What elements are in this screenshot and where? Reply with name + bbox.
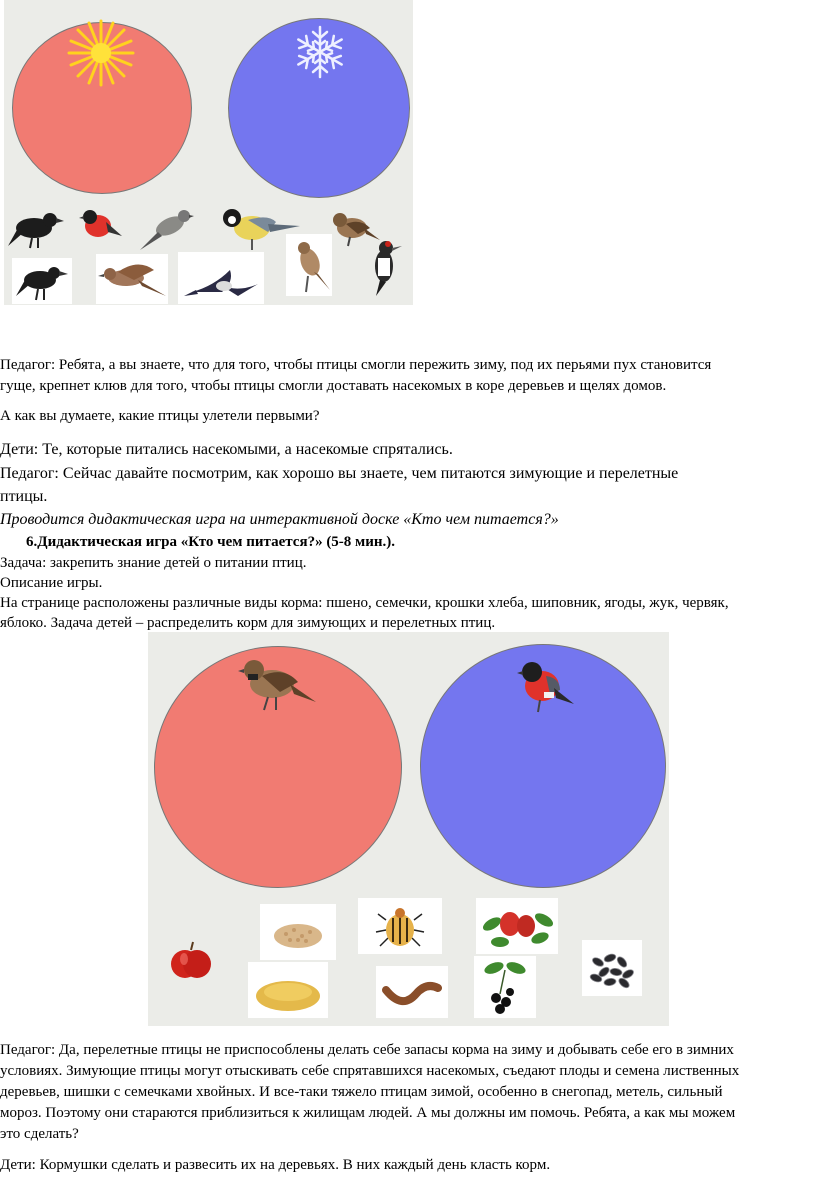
paragraph-1-line-2: гуще, крепнет клюв для того, чтобы птицы смогли доставать насекомых в коре деревьев и щелях домов.	[0, 378, 667, 394]
section-heading-6: 6.Дидактическая игра «Кто чем питается?» (5-8 мин.).	[26, 534, 396, 550]
paragraph-4-line-1: Педагог: Сейчас давайте посмотрим, как хорошо вы знаете, чем питаются зимующие и перелетные	[0, 465, 679, 482]
bullfinch-icon[interactable]	[516, 658, 574, 714]
game-board-food	[148, 632, 669, 1026]
paragraph-8: Описание игры.	[0, 575, 103, 591]
crow-icon	[16, 262, 68, 302]
paragraph-10-line-4: мороз. Поэтому они стараются приблизиться к жилищам людей. А мы должны им помочь. Ребята, а как мы можем	[0, 1105, 736, 1121]
paragraph-7: Задача: закрепить знание детей о питании птиц.	[0, 555, 307, 571]
paragraph-5-italic: Проводится дидактическая игра на интерактивной доске «Кто чем питается?»	[0, 511, 559, 528]
food-card-rosehip[interactable]	[476, 898, 558, 954]
game-board-birds	[4, 0, 413, 305]
food-card-beetle[interactable]	[358, 898, 442, 954]
woodpecker-icon[interactable]	[366, 238, 402, 296]
sparrow-icon[interactable]	[238, 654, 316, 712]
wren-icon	[290, 238, 330, 294]
food-card-seeds[interactable]	[582, 940, 642, 996]
rosehip-icon	[480, 902, 556, 952]
cuckoo-icon	[98, 258, 166, 302]
paragraph-10-line-3: деревьев, шишки с семечками хвойных. И все-таки тяжело птицам зимой, особенно в снегопад, метель, сильный	[0, 1084, 723, 1100]
paragraph-9-line-2: яблоко. Задача детей – распределить корм для зимующих и перелетных птиц.	[0, 615, 496, 631]
crumbs-icon	[272, 914, 324, 950]
food-card-berries[interactable]	[474, 956, 536, 1018]
millet-icon	[254, 972, 322, 1012]
bird-card-crow[interactable]	[12, 258, 72, 304]
worm-icon	[382, 976, 442, 1010]
berries-icon	[480, 960, 530, 1016]
paragraph-4-line-2: птицы.	[0, 488, 48, 505]
paragraph-10-line-2: условиях. Зимующие птицы могут отыскивать себе спрятавшихся насекомых, съедают плоды и семена лиственных	[0, 1063, 740, 1079]
bird-card-swallow[interactable]	[178, 252, 264, 304]
paragraph-2: А как вы думаете, какие птицы улетели первыми?	[0, 408, 320, 424]
sun-icon	[66, 18, 136, 88]
bullfinch-icon[interactable]	[78, 206, 122, 246]
paragraph-11: Дети: Кормушки сделать и развесить их на деревьях. В них каждый день класть корм.	[0, 1157, 551, 1173]
paragraph-10-line-1: Педагог: Да, перелетные птицы не приспособлены делать себе запасы корма на зиму и добывать себе его в зимних	[0, 1042, 734, 1058]
bird-card-wren[interactable]	[286, 234, 332, 296]
bird-icon[interactable]	[140, 208, 194, 252]
bird-card-cuckoo[interactable]	[96, 254, 168, 304]
food-card-crumbs[interactable]	[260, 904, 336, 960]
paragraph-1-line-1: Педагог: Ребята, а вы знаете, что для того, чтобы птицы смогли пережить зиму, под их перьями пух становится	[0, 357, 712, 373]
crow-icon[interactable]	[8, 208, 64, 252]
paragraph-10-line-5: это сделать?	[0, 1126, 79, 1142]
paragraph-3: Дети: Те, которые питались насекомыми, а насекомые спрятались.	[0, 441, 453, 458]
paragraph-9-line-1: На странице расположены различные виды корма: пшено, семечки, крошки хлеба, шиповник, ягоды, жук, червяк,	[0, 595, 729, 611]
snowflake-icon	[292, 24, 348, 80]
apple-icon[interactable]	[170, 940, 212, 982]
beetle-icon	[376, 904, 424, 950]
food-card-millet[interactable]	[248, 962, 328, 1018]
food-card-worm[interactable]	[376, 966, 448, 1018]
swallow-icon	[184, 256, 258, 300]
seeds-icon	[586, 948, 638, 988]
